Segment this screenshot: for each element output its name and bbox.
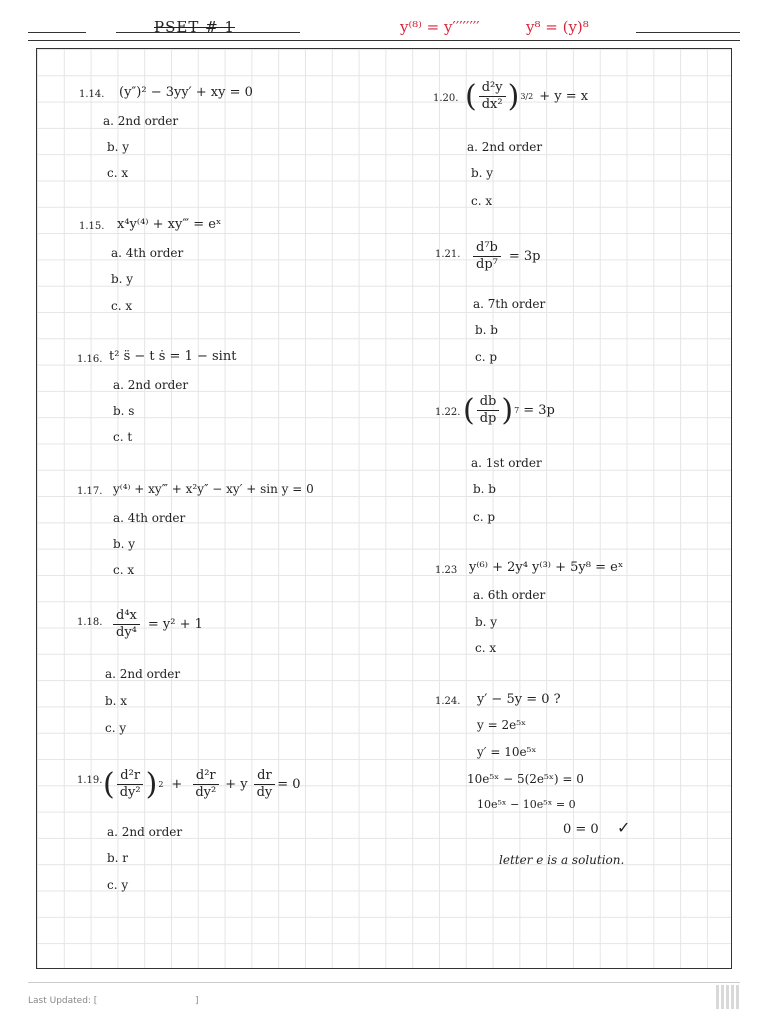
equation: (y″)² − 3yy′ + xy = 0 — [119, 85, 253, 100]
solution-line: 10e⁵ˣ − 5(2e⁵ˣ) = 0 — [467, 772, 584, 786]
footer-divider — [28, 982, 740, 983]
solution-line: y′ = 10e⁵ˣ — [477, 745, 537, 759]
fraction: $\frac{db}{dp}$ — [477, 395, 500, 427]
answer-order: a. 1st order — [471, 456, 542, 470]
answer-order: a. 4th order — [111, 246, 184, 260]
check-icon: ✓ — [617, 818, 631, 837]
answer-order: a. 7th order — [473, 297, 546, 311]
answer-independent: c. y — [107, 878, 129, 892]
problem-number: 1.20. — [433, 93, 459, 104]
equation: $\frac{\text{d⁷b}}{\text{dp⁷}}$ = 3p — [471, 241, 540, 273]
answer-order: a. 2nd order — [467, 140, 543, 154]
fraction: $\frac{\text{d⁴x}}{\text{dy⁴}}$ — [113, 609, 140, 641]
fraction: $\frac{\text{d⁷b}}{\text{dp⁷}}$ — [473, 241, 501, 273]
answer-independent: c. x — [471, 194, 493, 208]
answer-dependent: b. y — [475, 615, 498, 629]
answer-independent: c. t — [113, 430, 133, 444]
qr-code-icon — [716, 985, 740, 1009]
answer-independent: c. x — [475, 641, 497, 655]
problem-number: 1.14. — [79, 89, 105, 100]
answer-dependent: b. y — [107, 140, 130, 154]
problem-number: 1.24. — [435, 696, 461, 707]
answer-independent: c. x — [113, 563, 135, 577]
answer-dependent: b. b — [475, 323, 498, 337]
page-title: PSET # 1 — [154, 18, 235, 36]
equation: y⁽⁴⁾ + xy‴ + x²y″ − xy′ + sin y = 0 — [113, 482, 314, 496]
answer-order: a. 2nd order — [107, 825, 183, 839]
problem-number: 1.21. — [435, 249, 461, 260]
fraction: $\frac{\text{d²r}}{\text{dy²}}$ — [117, 769, 144, 801]
problem-number: 1.22. — [435, 407, 461, 418]
answer-dependent: b. y — [113, 537, 136, 551]
problem-number: 1.19. — [77, 775, 103, 786]
equation: $\frac{\text{d⁴x}}{\text{dy⁴}}$ = y² + 1 — [111, 609, 203, 641]
header-rule-full — [28, 40, 740, 41]
answer-independent: c. y — [105, 721, 127, 735]
problem-number: 1.17. — [77, 486, 103, 497]
problem-number: 1.15. — [79, 221, 105, 232]
answer-dependent: b. x — [105, 694, 128, 708]
answer-independent: c. x — [111, 299, 133, 313]
answer-dependent: b. y — [111, 272, 134, 286]
answer-dependent: b. s — [113, 404, 135, 418]
solution-line: y = 2e⁵ˣ — [477, 718, 527, 732]
equation: t² s̈ − t ṡ = 1 − sint — [109, 349, 237, 364]
last-updated-bracket: ] — [195, 996, 199, 1006]
equation: ( $\frac{db}{dp}$ ) 7 = 3p — [463, 393, 555, 428]
equation: y⁽⁶⁾ + 2y⁴ y⁽³⁾ + 5y⁸ = eˣ — [469, 560, 624, 575]
header-rule-left — [28, 32, 86, 33]
fraction: $\frac{\text{d²y}}{\text{dx²}}$ — [479, 81, 506, 113]
answer-order: a. 2nd order — [105, 667, 181, 681]
equation: x⁴y⁽⁴⁾ + xy‴ = eˣ — [117, 217, 222, 232]
fraction: $\frac{\text{d²r}}{\text{dy²}}$ — [192, 769, 219, 801]
red-note-derivative: y⁽⁸⁾ = y′′′′′′′′ — [400, 18, 480, 36]
solution-line: 10e⁵ˣ − 10e⁵ˣ = 0 — [477, 798, 576, 811]
problem-number: 1.23 — [435, 565, 458, 576]
answer-dependent: b. y — [471, 166, 494, 180]
solution-conclusion: letter e is a solution. — [499, 853, 625, 867]
answer-dependent: b. r — [107, 851, 129, 865]
answer-order: a. 2nd order — [103, 114, 179, 128]
fraction: $\frac{dr}{dy}$ — [254, 769, 276, 801]
answer-independent: c. x — [107, 166, 129, 180]
answer-independent: c. p — [475, 350, 498, 364]
grid-paper — [36, 48, 732, 969]
red-note-power: y⁸ = (y)⁸ — [526, 18, 589, 36]
problem-number: 1.18. — [77, 617, 103, 628]
solution-line: y′ − 5y = 0 ? — [477, 692, 561, 707]
solution-result: 0 = 0 — [563, 822, 599, 837]
answer-order: a. 2nd order — [113, 378, 189, 392]
equation: ( $\frac{\text{d²r}}{\text{dy²}}$ ) 2 + $\frac{\text{d²r}}{\text{dy²}}$ + y $\frac{dr}{dy}$ = 0 — [103, 767, 301, 802]
answer-order: a. 4th order — [113, 511, 186, 525]
last-updated-label: Last Updated: [ — [28, 996, 98, 1006]
header-rule-right — [636, 32, 740, 33]
answer-order: a. 6th order — [473, 588, 546, 602]
problem-number: 1.16. — [77, 354, 103, 365]
answer-independent: c. p — [473, 510, 496, 524]
equation: ( $\frac{\text{d²y}}{\text{dx²}}$ ) 3/2 + y = x — [465, 79, 589, 114]
answer-dependent: b. b — [473, 482, 496, 496]
